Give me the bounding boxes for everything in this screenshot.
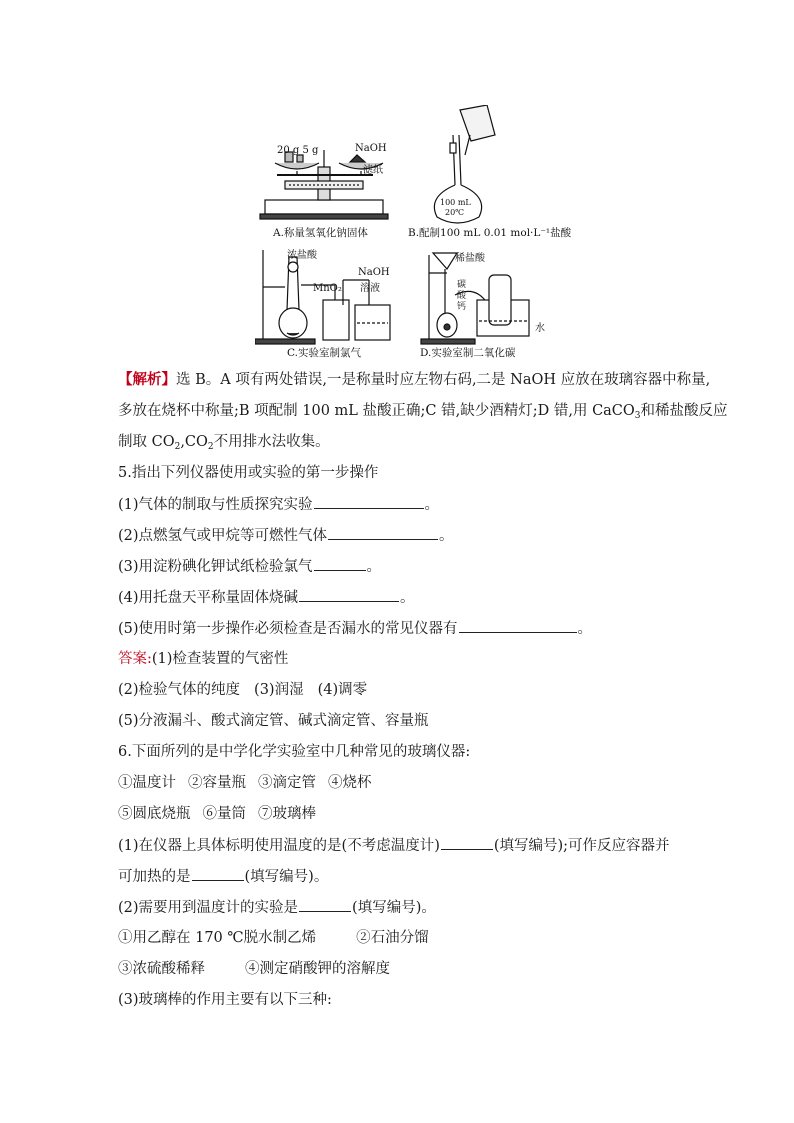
q6-p1-text: 可加热的是 [118, 869, 191, 885]
instrument-item: ①温度计 [118, 775, 176, 791]
analysis-text-3c: 不用排水法收集。 [213, 434, 330, 450]
punct: 。 [400, 590, 415, 606]
answer-2: (2)检验气体的纯度 [118, 682, 241, 698]
answer-blank[interactable] [441, 835, 493, 850]
q6-option: ④测定硝酸钾的溶解度 [245, 961, 390, 977]
instrument-item: ④烧杯 [328, 775, 372, 791]
analysis-line-2 [118, 401, 728, 426]
answer-label: 答案: [118, 651, 152, 667]
instrument-item: ③滴定管 [258, 775, 316, 791]
q6-title: 6.下面所列的是中学化学实验室中几种常见的玻璃仪器: [118, 744, 471, 760]
analysis-tag: 解析 [132, 371, 162, 388]
q6-instruments-row-1 [118, 773, 372, 793]
naoh-solution-label: 溶液 [360, 283, 380, 294]
naoh-label-a: NaOH [355, 143, 387, 154]
analysis-line-3 [118, 432, 330, 457]
answer-blank[interactable] [328, 525, 438, 540]
q5-item-text: (3)用淀粉碘化钾试纸检验氯气 [118, 559, 313, 575]
q6-part2 [118, 897, 436, 918]
instrument-item: ⑥量筒 [202, 806, 246, 822]
answer-blank[interactable] [299, 587, 399, 602]
subscript: 2 [174, 442, 181, 452]
q6-p1-text: (填写编号)。 [244, 869, 329, 885]
q6-option: ③浓硫酸稀释 [118, 961, 205, 977]
analysis-bracket-open: 【 [118, 371, 133, 388]
answer-blank[interactable] [314, 494, 424, 509]
punct: 。 [577, 621, 593, 637]
q6-options-row-1 [118, 928, 429, 948]
q5-item-text: (5)使用时第一步操作必须检查是否漏水的常见仪器有 [118, 621, 458, 637]
instrument-item: ②容量瓶 [188, 775, 246, 791]
q5-item-4 [118, 587, 415, 608]
subscript: 3 [634, 411, 641, 421]
flask-volume-label: 100 mL [440, 198, 471, 207]
instrument-item: ⑤圆底烧瓶 [118, 806, 191, 822]
analysis-bracket-close: 】 [161, 371, 176, 388]
analysis-text-3b: ,CO [180, 434, 208, 450]
water-label: 水 [535, 323, 545, 334]
analysis-text-2b: 和稀盐酸反应 [640, 403, 728, 419]
punct: 。 [366, 559, 382, 575]
analysis-text-2a: 多放在烧杯中称量;B 项配制 100 mL 盐酸正确;C 错,缺少酒精灯;D 错,用 CaCO [118, 403, 635, 419]
subscript: 2 [207, 442, 214, 452]
volumetric-flask-diagram [425, 105, 535, 225]
q5-answer-line-1 [118, 649, 288, 669]
co2-apparatus-diagram [415, 245, 555, 355]
caption-b: B.配制100 mL 0.01 mol·L⁻¹盐酸 [408, 227, 572, 239]
q5-item-1 [118, 494, 439, 515]
answer-4: (4)调零 [317, 682, 368, 698]
conc-hcl-label: 浓盐酸 [287, 250, 317, 261]
chlorine-apparatus-diagram [255, 245, 405, 355]
q5-item-text: (1)气体的制取与性质探究实验 [118, 497, 313, 513]
punct: 。 [424, 497, 440, 513]
calcium-carbonate-label-3: 钙 [457, 302, 467, 312]
answer-3: (3)润湿 [254, 682, 304, 698]
answer-blank[interactable] [192, 866, 244, 881]
q5-answer-line-2 [118, 680, 367, 700]
dilute-hcl-label: 稀盐酸 [455, 253, 485, 264]
q6-p1-text: (填写编号);可作反应容器并 [493, 838, 670, 854]
flask-temp-label: 20℃ [445, 208, 465, 217]
analysis-text-1: 选 B。A 项有两处错误,一是称量时应左物右码,二是 NaOH 应放在玻璃容器中称量, [176, 372, 711, 388]
q5-title: 5.指出下列仪器使用或实验的第一步操作 [118, 465, 379, 481]
q5-item-text: (4)用托盘天平称量固体烧碱 [118, 590, 299, 606]
calcium-carbonate-label-1: 碳 [457, 280, 467, 290]
q5-item-2 [118, 525, 454, 546]
q6-part3: (3)玻璃棒的作用主要有以下三种: [118, 992, 332, 1008]
answer-blank[interactable] [314, 556, 366, 571]
caption-d: D.实验室制二氧化碳 [420, 347, 516, 359]
apparatus-figure [255, 105, 572, 363]
answer-blank[interactable] [459, 618, 577, 633]
instrument-item: ⑦玻璃棒 [258, 806, 316, 822]
calcium-carbonate-label-2: 酸 [457, 291, 467, 301]
caption-c: C.实验室制氯气 [287, 347, 361, 359]
q5-answer-line-3: (5)分液漏斗、酸式滴定管、碱式滴定管、容量瓶 [118, 713, 429, 729]
caption-a: A.称量氢氧化钠固体 [273, 227, 368, 239]
naoh-label-c: NaOH [358, 267, 390, 278]
q5-item-text: (2)点燃氢气或甲烷等可燃性气体 [118, 528, 328, 544]
analysis-text-3a: 制取 CO [118, 434, 175, 450]
q6-instruments-row-2 [118, 804, 316, 824]
answer-blank[interactable] [299, 897, 351, 912]
q6-option: ①用乙醇在 170 ℃脱水制乙烯 [118, 930, 317, 946]
q5-item-3 [118, 556, 381, 577]
mno2-label: MnO₂ [313, 283, 342, 294]
analysis-line-1 [118, 370, 710, 390]
q6-part1-line-1 [118, 835, 670, 856]
q6-option: ②石油分馏 [356, 930, 429, 946]
punct: 。 [439, 528, 454, 544]
filter-paper-label: 滤纸 [363, 165, 383, 176]
q5-item-5 [118, 618, 592, 639]
q6-p2-text: (填写编号)。 [352, 900, 436, 916]
q6-options-row-2 [118, 959, 390, 979]
answer-1: (1)检查装置的气密性 [151, 651, 289, 667]
weights-label: 20 g 5 g [277, 145, 319, 156]
q6-p1-text: (1)在仪器上具体标明使用温度的是(不考虑温度计) [118, 838, 440, 854]
q6-part1-line-2 [118, 866, 328, 887]
q6-p2-text: (2)需要用到温度计的实验是 [118, 900, 299, 916]
